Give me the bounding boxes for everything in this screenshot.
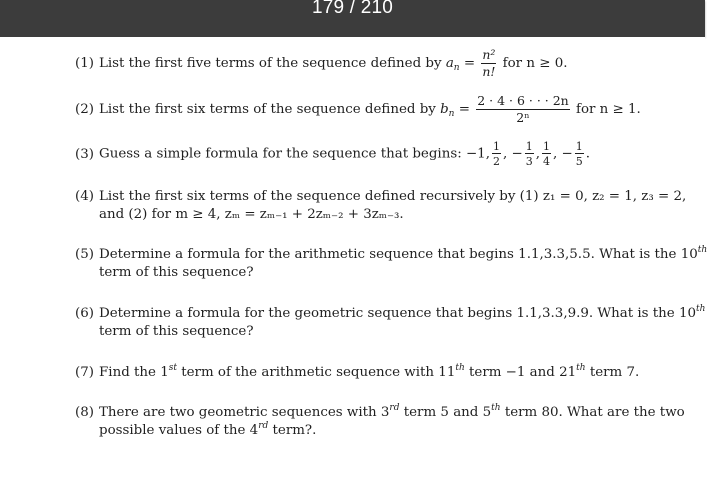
viewer-toolbar — [0, 0, 705, 37]
ordinal-suffix: th — [576, 363, 586, 373]
fraction-numerator: 1 — [542, 140, 550, 153]
fraction-numerator: 1 — [492, 140, 500, 153]
fraction-numerator: 1 — [575, 140, 583, 153]
ordinal-suffix: rd — [389, 403, 400, 413]
fraction-denominator: 3 — [525, 155, 533, 168]
problem-text: term −1 and 21 — [464, 365, 577, 380]
ordinal-suffix: st — [168, 363, 177, 373]
problem-text: List the first six terms of the sequence defined recursively by (1) z₁ = 0, z₂ = 1, z₃ = 2, — [99, 189, 687, 204]
problem-text: term of this sequence? — [99, 324, 254, 339]
problem-text: There are two geometric sequences with 3 — [99, 405, 390, 420]
problem-text: possible values of the 4 — [99, 423, 259, 438]
math-eq: = — [454, 102, 475, 117]
math-sub: n — [453, 63, 460, 73]
document-page — [0, 37, 705, 478]
ordinal-suffix: th — [696, 304, 706, 314]
math-var: a — [445, 56, 454, 71]
problem-text: Determine a formula for the arithmetic sequence that begins 1.1,3.3,5.5. What is the 10 — [99, 247, 698, 262]
fraction — [476, 95, 570, 124]
problem-text: List the first six terms of the sequence defined by — [99, 102, 441, 117]
problem-text: term 7. — [585, 365, 640, 380]
ordinal-suffix: th — [455, 363, 465, 373]
problem-8 — [75, 403, 685, 440]
fraction — [542, 141, 551, 167]
separator: , − — [502, 146, 523, 162]
fraction-numerator: n² — [482, 47, 496, 62]
problem-6 — [75, 304, 706, 341]
problem-text: Find the 1 — [99, 365, 169, 380]
problem-text: term?. — [268, 423, 317, 438]
problem-number: (6) — [75, 306, 94, 321]
ordinal-suffix: th — [491, 403, 501, 413]
fraction-denominator: 4 — [542, 155, 550, 168]
math-sub: n — [448, 109, 455, 119]
problem-text: Guess a simple formula for the sequence that begins: −1, — [99, 146, 490, 162]
fraction — [492, 141, 501, 167]
separator: , − — [552, 146, 573, 162]
problem-number: (5) — [75, 247, 94, 262]
problem-number: (7) — [75, 365, 94, 380]
fraction-numerator: 1 — [525, 140, 533, 153]
problem-number: (2) — [75, 102, 94, 117]
problem-number: (4) — [75, 189, 94, 204]
problem-2 — [75, 95, 675, 124]
problem-text: term 5 and 5 — [399, 405, 492, 420]
problem-5 — [75, 245, 707, 282]
math-var: b — [440, 102, 449, 117]
fraction — [481, 49, 496, 78]
problem-1 — [75, 49, 675, 78]
page-indicator: 179 / 210 — [311, 0, 394, 18]
fraction-denominator: n! — [482, 63, 496, 79]
problem-7 — [75, 364, 675, 382]
fraction-denominator: 5 — [575, 155, 583, 168]
fraction-denominator: 2ⁿ — [476, 109, 570, 125]
problem-text: term of this sequence? — [99, 265, 254, 280]
problem-text: for n ≥ 0. — [498, 56, 568, 71]
problem-4 — [75, 188, 687, 224]
problem-text: term 80. What are the two — [500, 405, 685, 420]
problem-text: List the first five terms of the sequence defined by — [99, 56, 446, 71]
separator: . — [585, 146, 590, 162]
separator: , — [535, 146, 540, 162]
fraction-numerator: 2 · 4 · 6 · · · 2n — [477, 93, 569, 108]
problem-text: Determine a formula for the geometric sequence that begins 1.1,3.3,9.9. What is the 10 — [99, 306, 697, 321]
ordinal-suffix: rd — [258, 421, 269, 431]
problem-number: (3) — [75, 146, 94, 162]
math-eq: = — [459, 56, 480, 71]
problem-number: (1) — [75, 56, 94, 71]
problem-3 — [75, 141, 675, 167]
problem-text: and (2) for m ≥ 4, zₘ = zₘ₋₁ + 2zₘ₋₂ + 3zₘ₋₃. — [99, 207, 404, 222]
fraction-denominator: 2 — [492, 155, 500, 168]
problem-text: term of the arithmetic sequence with 11 — [176, 365, 456, 380]
fraction — [525, 141, 534, 167]
problem-text: for n ≥ 1. — [571, 102, 641, 117]
ordinal-suffix: th — [697, 245, 707, 255]
problem-text-line2 — [75, 422, 675, 440]
fraction — [575, 141, 584, 167]
problem-number: (8) — [75, 405, 94, 420]
